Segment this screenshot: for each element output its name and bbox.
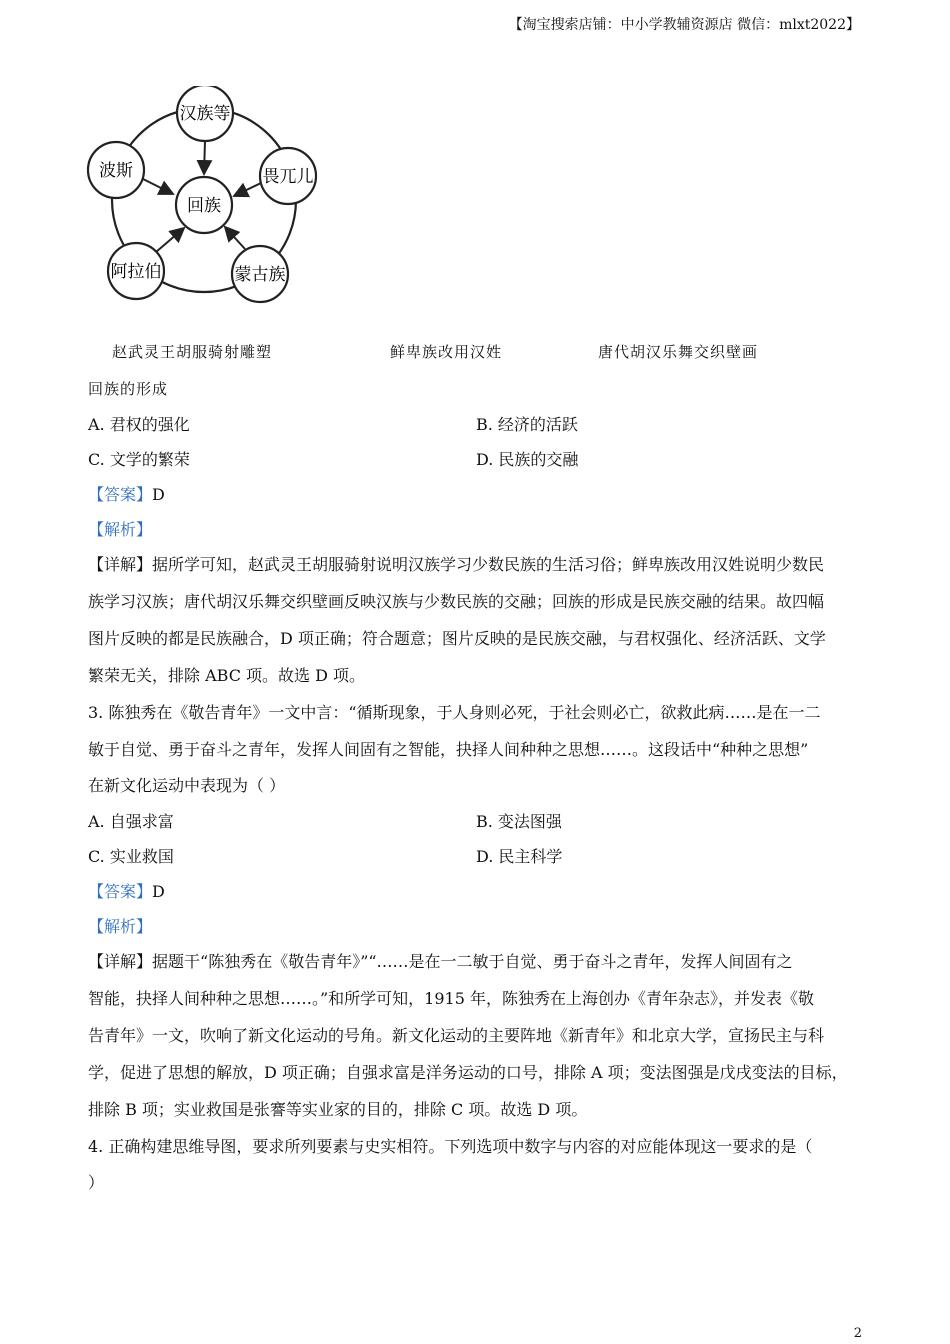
q2-option-c: C. 文学的繁荣: [88, 450, 190, 469]
page-number: 2: [853, 1326, 862, 1341]
node-persia-label: 波斯: [99, 161, 133, 181]
node-arab-label: 阿拉伯: [110, 262, 162, 282]
q3-answer-value: D: [152, 882, 165, 901]
q3-detail-line: 告青年》一文，吹响了新文化运动的号角。新文化运动的主要阵地《新青年》和北京大学，宣扬民主与科: [88, 1026, 825, 1045]
q3-detail-label: 【详解】: [88, 952, 153, 971]
q3-option-a: A. 自强求富: [88, 812, 174, 831]
q3-option-c: C. 实业救国: [88, 847, 174, 866]
q2-detail-label: 【详解】: [88, 555, 153, 574]
q3-option-b: B. 变法图强: [476, 812, 562, 831]
q3-analysis-label: 【解析】: [88, 917, 153, 936]
center-label: 回族: [187, 196, 221, 216]
q2-answer: [88, 482, 165, 505]
q3-stem-line: 在新文化运动中表现为（ ）: [88, 776, 286, 795]
arrow-persia: [143, 179, 173, 194]
caption-hui: 回族的形成: [88, 380, 169, 398]
caption-tang: 唐代胡汉乐舞交织壁画: [598, 343, 759, 361]
q4-stem-line: 4. 正确构建思维导图，要求所列要素与史实相符。下列选项中数字与内容的对应能体现这一要求的是（: [88, 1137, 813, 1156]
q2-answer-label: 【答案】: [88, 485, 153, 504]
page-header: 【淘宝搜索店铺：中小学教辅资源店 微信：mlxt2022】: [508, 17, 860, 33]
arrow-uyghur: [234, 183, 261, 196]
q2-answer-value: D: [152, 485, 165, 504]
q3-detail-line: 智能，抉择人间种种之思想……。”和所学可知，1915 年，陈独秀在上海创办《青年杂志》，并发表《敬: [88, 989, 814, 1008]
q3-stem-line: 3. 陈独秀在《敬告青年》一文中言：“循斯现象，于人身则必死，于社会则必亡，欲救此病……是在一二: [88, 703, 821, 722]
q3-detail-line: 排除 B 项；实业救国是张謇等实业家的目的，排除 C 项。故选 D 项。: [88, 1100, 588, 1119]
arrow-han: [204, 141, 205, 174]
q2-option-d: D. 民族的交融: [476, 450, 579, 469]
q3-detail-line: [88, 949, 793, 972]
q2-detail-text: 据所学可知，赵武灵王胡服骑射说明汉族学习少数民族的生活习俗；鲜卑族改用汉姓说明少数民: [152, 555, 825, 574]
q2-analysis-label: 【解析】: [88, 520, 153, 539]
arrow-arab: [156, 228, 184, 252]
q3-stem-line: 敏于自觉、勇于奋斗之青年，发挥人间固有之智能，抉择人间种种之思想……。这段话中“种种之思想”: [88, 740, 809, 759]
arrow-mongol: [225, 227, 245, 249]
hui-ethnicity-diagram: [80, 86, 330, 311]
q2-detail-line: 族学习汉族；唐代胡汉乐舞交织壁画反映汉族与少数民族的交融；回族的形成是民族交融的结果。故四幅: [88, 592, 825, 611]
q3-option-d: D. 民主科学: [476, 847, 563, 866]
q2-detail-line: 图片反映的都是民族融合，D 项正确；符合题意；图片反映的是民族交融，与君权强化、经济活跃、文学: [88, 629, 826, 648]
q3-detail-line: 学，促进了思想的解放，D 项正确；自强求富是洋务运动的口号，排除 A 项；变法图强是戊戌变法的目标，: [88, 1063, 848, 1082]
node-uyghur-label: 畏兀儿: [262, 167, 314, 187]
q4-stem-line: ）: [88, 1173, 105, 1192]
q2-detail-line: 繁荣无关，排除 ABC 项。故选 D 项。: [88, 666, 366, 685]
q2-option-b: B. 经济的活跃: [476, 415, 578, 434]
caption-zhao: 赵武灵王胡服骑射雕塑: [112, 343, 273, 361]
node-han-label: 汉族等: [179, 104, 231, 124]
q2-option-a: A. 君权的强化: [88, 415, 190, 434]
q3-answer-label: 【答案】: [88, 882, 153, 901]
node-mongol-label: 蒙古族: [234, 265, 286, 285]
q3-answer: [88, 879, 165, 902]
q3-detail-text: 据题干“陈独秀在《敬告青年》”“……是在一二敏于自觉、勇于奋斗之青年，发挥人间固有之: [152, 952, 793, 971]
caption-xianbei: 鲜卑族改用汉姓: [390, 343, 503, 361]
q2-detail-line: [88, 552, 824, 575]
